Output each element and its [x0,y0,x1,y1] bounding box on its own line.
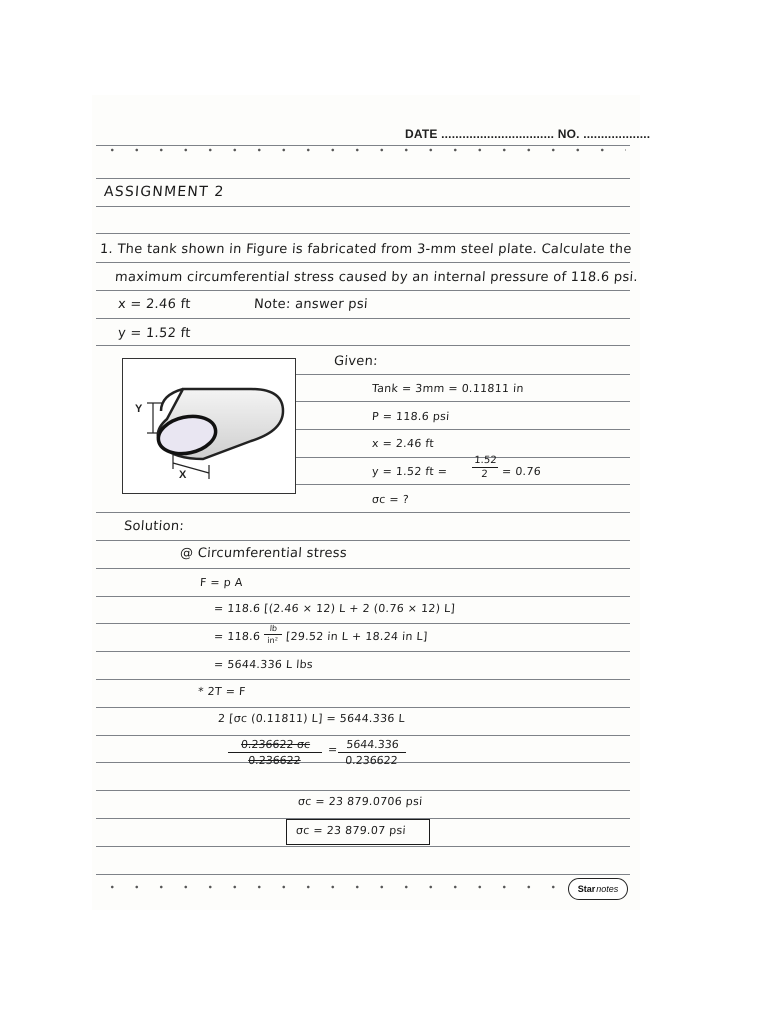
given-thickness: Tank = 3mm = 0.11811 in [371,382,525,395]
fraction-bar [228,752,322,753]
ruled-line [96,623,630,624]
ruled-line [96,874,630,875]
given-y-result: = 0.76 [501,465,542,478]
ruled-line [96,707,630,708]
assignment-title: ASSIGNMENT 2 [103,184,226,200]
left-numerator [228,738,323,751]
unit-numerator: lb [269,624,278,633]
solution-heading: Solution: [123,519,185,534]
tank-figure [122,358,296,494]
solution-line-3-prefix: = 118.6 [213,630,261,643]
ruled-line [96,596,630,597]
date-no-header: DATE ................................ NO. ................... [405,127,651,141]
solution-result: σc = 23 879.0706 psi [297,795,423,808]
ruled-line [96,735,630,736]
ruled-line [96,178,630,179]
ruled-line [296,401,630,402]
ruled-line [96,290,630,291]
header-dots [100,148,626,152]
given-y-value: y = 1.52 ft [117,326,192,341]
ruled-line [96,540,630,541]
ruled-line [96,679,630,680]
solution-line-1: F = p A [199,576,244,589]
ruled-line [96,262,630,263]
given-heading: Given: [333,354,379,369]
left-numerator-text: 0.236622 σc [240,738,311,751]
tank-illustration [123,359,295,493]
ruled-line [96,512,630,513]
ruled-line [96,233,630,234]
unit-denominator: in² [267,636,279,645]
header-rule [96,145,630,146]
right-denominator: 0.236622 [344,754,399,767]
notebook-page [92,95,640,910]
ruled-line [96,568,630,569]
solution-line-4: = 5644.336 L lbs [213,658,314,671]
given-pressure: P = 118.6 psi [371,410,450,423]
fraction-bar [472,467,498,468]
ruled-line [96,846,630,847]
ruled-line [96,206,630,207]
dimension-x-label: X [179,469,187,481]
starnotes-logo [568,878,628,900]
ruled-line [296,484,630,485]
logo-brand-notes: notes [596,884,619,894]
ruled-line [296,457,630,458]
ruled-line [296,429,630,430]
fraction-bar [264,634,282,635]
ruled-line [96,318,630,319]
problem-line-2: maximum circumferential stress caused by an internal pressure of 118.6 psi. [114,270,639,285]
final-answer: σc = 23 879.07 psi [295,824,407,837]
problem-line-1: 1. The tank shown in Figure is fabricated from 3-mm steel plate. Calculate the [99,242,633,257]
footer-dots [100,885,560,889]
ruled-line [296,374,630,375]
given-y-fraction [471,455,499,480]
given-x-value: x = 2.46 ft [117,297,192,312]
solution-line-5: * 2T = F [197,685,247,698]
ruled-line [96,345,630,346]
solution-line-2: = 118.6 [(2.46 × 12) L + 2 (0.76 × 12) L] [213,602,456,615]
ruled-line [96,790,630,791]
logo-brand: Star [577,884,596,894]
left-denominator: 0.236622 [247,754,302,767]
given-y-denominator: 2 [480,469,489,480]
solution-subheading: @ Circumferential stress [179,546,348,561]
given-sigma-unknown: σc = ? [371,493,410,506]
given-y: y = 1.52 ft = [371,465,448,478]
right-fraction [337,738,407,767]
unit-fraction [263,624,282,645]
given-y-numerator: 1.52 [473,455,497,466]
solution-line-3-rest: [29.52 in L + 18.24 in L] [285,630,429,643]
dimension-y-label: Y [135,403,143,415]
fraction-bar [338,752,406,753]
given-x: x = 2.46 ft [371,437,435,450]
ruled-line [96,651,630,652]
left-fraction [227,738,323,767]
right-numerator: 5644.336 [345,738,400,751]
answer-note: Note: answer psi [253,297,369,312]
equals-sign: = [327,743,338,756]
solution-line-6: 2 [σc (0.11811) L] = 5644.336 L [217,712,406,725]
